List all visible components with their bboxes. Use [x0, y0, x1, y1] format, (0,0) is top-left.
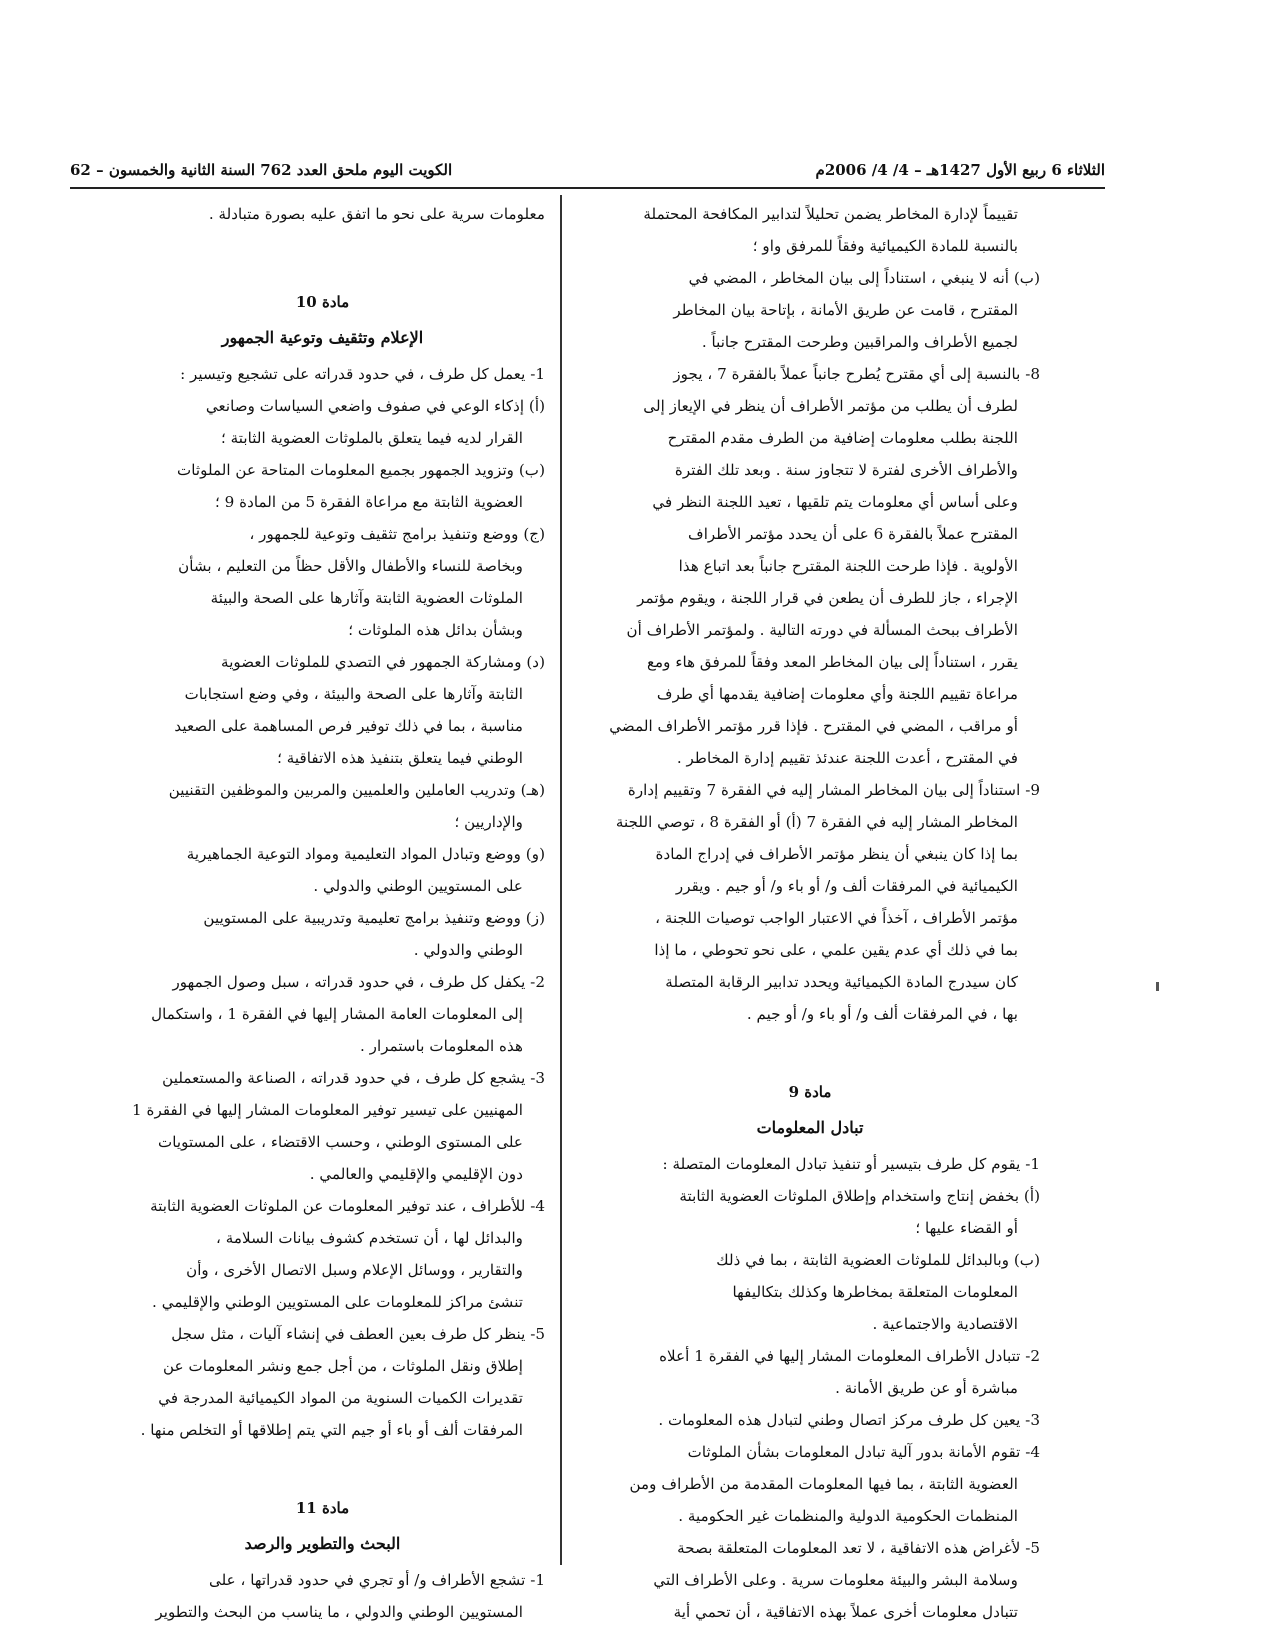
text-line: والأطراف الأخرى لفترة لا تتجاوز سنة . وبعد تلك الفترة — [674, 461, 1018, 479]
header-date: الثلاثاء 6 ربيع الأول 1427هـ – 4/ 4/ 2006م — [815, 161, 1105, 179]
text-line: مناسبة ، بما في ذلك توفير فرص المساهمة على الصعيد — [174, 717, 523, 735]
text-line: هذه المعلومات باستمرار . — [359, 1037, 523, 1055]
text-line: تنشئ مراكز للمعلومات على المستويين الوطني والإقليمي . — [152, 1293, 523, 1311]
text-line: بها ، في المرفقات ألف و/ أو باء و/ أو جيم . — [746, 1005, 1018, 1023]
left-column-intro: معلومات سرية على نحو ما اتفق عليه بصورة متبادلة . — [208, 205, 545, 223]
text-line: المهنيين على تيسير توفير المعلومات المشار إليها في الفقرة 1 — [132, 1101, 523, 1119]
text-line: 5- لأغراض هذه الاتفاقية ، لا تعد المعلومات المتعلقة بصحة — [677, 1539, 1040, 1557]
text-line: 9- استناداً إلى بيان المخاطر المشار إليه في الفقرة 7 وتقييم إدارة — [627, 781, 1040, 799]
text-line: والبدائل لها ، أن تستخدم كشوف بيانات السلامة ، — [216, 1229, 523, 1247]
text-line: المستويين الوطني والدولي ، ما يناسب من البحث والتطوير — [155, 1603, 523, 1621]
text-line: في المقترح ، أعدت اللجنة عندئذ تقييم إدارة المخاطر . — [676, 749, 1018, 767]
text-line: اللجنة بطلب معلومات إضافية من الطرف مقدم المقترح — [667, 429, 1018, 447]
text-line: إلى المعلومات العامة المشار إليها في الفقرة 1 ، واستكمال — [151, 1005, 523, 1023]
text-line: 1- تشجع الأطراف و/ أو تجري في حدود قدراتها ، على — [208, 1571, 545, 1589]
text-line: كان سيدرج المادة الكيميائية ويحدد تدابير الرقابة المتصلة — [665, 973, 1018, 991]
text-line: (و) ووضع وتبادل المواد التعليمية ومواد التوعية الجماهيرية — [186, 845, 545, 863]
right-column-text — [580, 198, 1040, 1030]
text-line: الأولوية . فإذا طرحت اللجنة المقترح جانباً بعد اتباع هذا — [678, 557, 1018, 575]
header-publication: الكويت اليوم ملحق العدد 762 السنة الثانية والخمسون – — [96, 161, 453, 179]
text-line: الوطني والدولي . — [413, 941, 523, 959]
text-line: بالنسبة للمادة الكيميائية وفقاً للمرفق واو ؛ — [752, 237, 1018, 255]
text-line: على المستوى الوطني ، وحسب الاقتضاء ، على المستويات — [157, 1133, 523, 1151]
text-line: 8- بالنسبة إلى أي مقترح يُطرح جانباً عملاً بالفقرة 7 ، يجوز — [673, 365, 1040, 383]
text-line: (ب) أنه لا ينبغي ، استناداً إلى بيان المخاطر ، المضي في — [688, 269, 1040, 287]
text-line: إطلاق ونقل الملوثات ، من أجل جمع ونشر المعلومات عن — [163, 1357, 523, 1375]
text-line: تقييماً لإدارة المخاطر يضمن تحليلاً لتدابير المكافحة المحتملة — [643, 205, 1018, 223]
article-10-title: مادة 10 — [295, 293, 350, 311]
text-line: 4- للأطراف ، عند توفير المعلومات عن الملوثات العضوية الثابتة — [150, 1197, 545, 1215]
article-10-heading: الإعلام وتثقيف وتوعية الجمهور — [221, 328, 424, 347]
text-line: 4- تقوم الأمانة بدور آلية تبادل المعلومات بشأن الملوثات — [687, 1443, 1040, 1461]
text-line: الاقتصادية والاجتماعية . — [872, 1315, 1018, 1333]
text-line: تتبادل معلومات أخرى عملاً بهذه الاتفاقية ، أن تحمي أية — [673, 1603, 1018, 1621]
text-line: القرار لديه فيما يتعلق بالملوثات العضوية الثابتة ؛ — [221, 429, 523, 447]
text-line: المعلومات المتعلقة بمخاطرها وكذلك بتكاليفها — [732, 1283, 1018, 1301]
text-line: بما إذا كان ينبغي أن ينظر مؤتمر الأطراف في إدراج المادة — [655, 845, 1018, 863]
text-line: (ب) وبالبدائل للملوثات العضوية الثابتة ، بما في ذلك — [716, 1251, 1040, 1269]
text-line: (هـ) وتدريب العاملين والعلميين والمربين والموظفين التقنيين — [168, 781, 545, 799]
article-11-heading: البحث والتطوير والرصد — [244, 1534, 401, 1553]
text-line: والإداريين ؛ — [454, 813, 523, 831]
text-line: المقترح ، قامت عن طريق الأمانة ، بإتاحة بيان المخاطر — [673, 301, 1018, 319]
text-line: لطرف أن يطلب من مؤتمر الأطراف أن ينظر في الإيعاز إلى — [643, 397, 1018, 415]
page-number: 62 — [70, 161, 91, 179]
text-line: المرفقات ألف أو باء أو جيم التي يتم إطلاقها أو التخلص منها . — [140, 1421, 523, 1439]
text-line: بما في ذلك أي عدم يقين علمي ، على نحو تحوطي ، ما إذا — [654, 941, 1018, 959]
margin-mark — [1156, 982, 1159, 991]
article-9-heading: تبادل المعلومات — [756, 1118, 864, 1137]
text-line: 3- يشجع كل طرف ، في حدود قدراته ، الصناعة والمستعملين — [162, 1069, 545, 1087]
text-line: (أ) بخفض إنتاج واستخدام وإطلاق الملوثات العضوية الثابتة — [679, 1187, 1040, 1205]
text-line: المخاطر المشار إليه في الفقرة 7 (أ) أو الفقرة 8 ، توصي اللجنة — [615, 813, 1018, 831]
text-line: الملوثات العضوية الثابتة وآثارها على الصحة والبيئة — [210, 589, 523, 607]
text-line: العضوية الثابتة مع مراعاة الفقرة 5 من المادة 9 ؛ — [214, 493, 523, 511]
text-line: (أ) إذكاء الوعي في صفوف واضعي السياسات وصانعي — [205, 397, 545, 415]
text-line: الكيميائية في المرفقات ألف و/ أو باء و/ أو جيم . ويقرر — [675, 877, 1018, 895]
column-divider — [560, 195, 562, 1565]
text-line: وبخاصة للنساء والأطفال والأقل حظاً من التعليم ، بشأن — [178, 557, 523, 575]
text-line: المقترح عملاً بالفقرة 6 على أن يحدد مؤتمر الأطراف — [687, 525, 1018, 543]
text-line: يقرر ، استناداً إلى بيان المخاطر المعد وفقاً للمرفق هاء ومع — [646, 653, 1018, 671]
text-line: العضوية الثابتة ، بما فيها المعلومات المقدمة من الأطراف ومن — [629, 1475, 1018, 1493]
text-line: تقديرات الكميات السنوية من المواد الكيميائية المدرجة في — [158, 1389, 523, 1407]
text-line: (ب) وتزويد الجمهور بجميع المعلومات المتاحة عن الملوثات — [176, 461, 545, 479]
article-11-title: مادة 11 — [295, 1499, 350, 1517]
article-10-body — [100, 358, 545, 1446]
text-line: المنظمات الحكومية الدولية والمنظمات غير الحكومية . — [678, 1507, 1018, 1525]
text-line: وبشأن بدائل هذه الملوثات ؛ — [348, 621, 523, 639]
text-line: الثابتة وآثارها على الصحة والبيئة ، وفي وضع استجابات — [184, 685, 523, 703]
article-9-title: مادة 9 — [788, 1083, 832, 1101]
page-header — [70, 155, 1105, 185]
text-line: (ز) ووضع وتنفيذ برامج تعليمية وتدريبية على المستويين — [203, 909, 545, 927]
article-9-body — [580, 1148, 1040, 1628]
text-line: أو مراقب ، المضي في المقترح . فإذا قرر مؤتمر الأطراف المضي — [609, 717, 1018, 735]
text-line: الوطني فيما يتعلق بتنفيذ هذه الاتفاقية ؛ — [277, 749, 523, 767]
text-line: وعلى أساس أي معلومات يتم تلقيها ، تعيد اللجنة النظر في — [652, 493, 1018, 511]
text-line: والتقارير ، ووسائل الإعلام وسبل الاتصال الأخرى ، وأن — [186, 1261, 523, 1279]
text-line: 5- ينظر كل طرف بعين العطف في إنشاء آليات ، مثل سجل — [171, 1325, 545, 1343]
text-line: دون الإقليمي والإقليمي والعالمي . — [309, 1165, 523, 1183]
text-line: الإجراء ، جاز للطرف أن يطعن في قرار اللجنة ، ويقوم مؤتمر — [637, 589, 1018, 607]
text-line: مباشرة أو عن طريق الأمانة . — [835, 1379, 1018, 1397]
text-line: (د) ومشاركة الجمهور في التصدي للملوثات العضوية — [221, 653, 545, 671]
text-line: 1- يعمل كل طرف ، في حدود قدراته على تشجيع وتيسير : — [180, 365, 545, 383]
text-line: 1- يقوم كل طرف بتيسير أو تنفيذ تبادل المعلومات المتصلة : — [662, 1155, 1040, 1173]
left-column — [100, 198, 545, 1628]
text-line: 2- تتبادل الأطراف المعلومات المشار إليها في الفقرة 1 أعلاه — [659, 1347, 1040, 1365]
header-rule — [70, 187, 1105, 189]
header-right-text — [70, 161, 452, 179]
text-line: 3- يعين كل طرف مركز اتصال وطني لتبادل هذه المعلومات . — [658, 1411, 1040, 1429]
text-line: 2- يكفل كل طرف ، في حدود قدراته ، سبل وصول الجمهور — [172, 973, 545, 991]
text-line: مراعاة تقييم اللجنة وأي معلومات إضافية يقدمها أي طرف — [656, 685, 1018, 703]
text-line: مؤتمر الأطراف ، آخذاً في الاعتبار الواجب توصيات اللجنة ، — [655, 909, 1018, 927]
text-line: على المستويين الوطني والدولي . — [313, 877, 523, 895]
text-line: أو القضاء عليها ؛ — [915, 1219, 1018, 1237]
article-11-body — [100, 1564, 545, 1628]
text-line: (ج) ووضع وتنفيذ برامج تثقيف وتوعية للجمهور ، — [249, 525, 545, 543]
right-column — [580, 198, 1040, 1628]
text-line: وسلامة البشر والبيئة معلومات سرية . وعلى الأطراف التي — [653, 1571, 1018, 1589]
text-line: الأطراف ببحث المسألة في دورته التالية . ولمؤتمر الأطراف أن — [626, 621, 1018, 639]
text-line: لجميع الأطراف والمراقبين وطرحت المقترح جانباً . — [701, 333, 1018, 351]
